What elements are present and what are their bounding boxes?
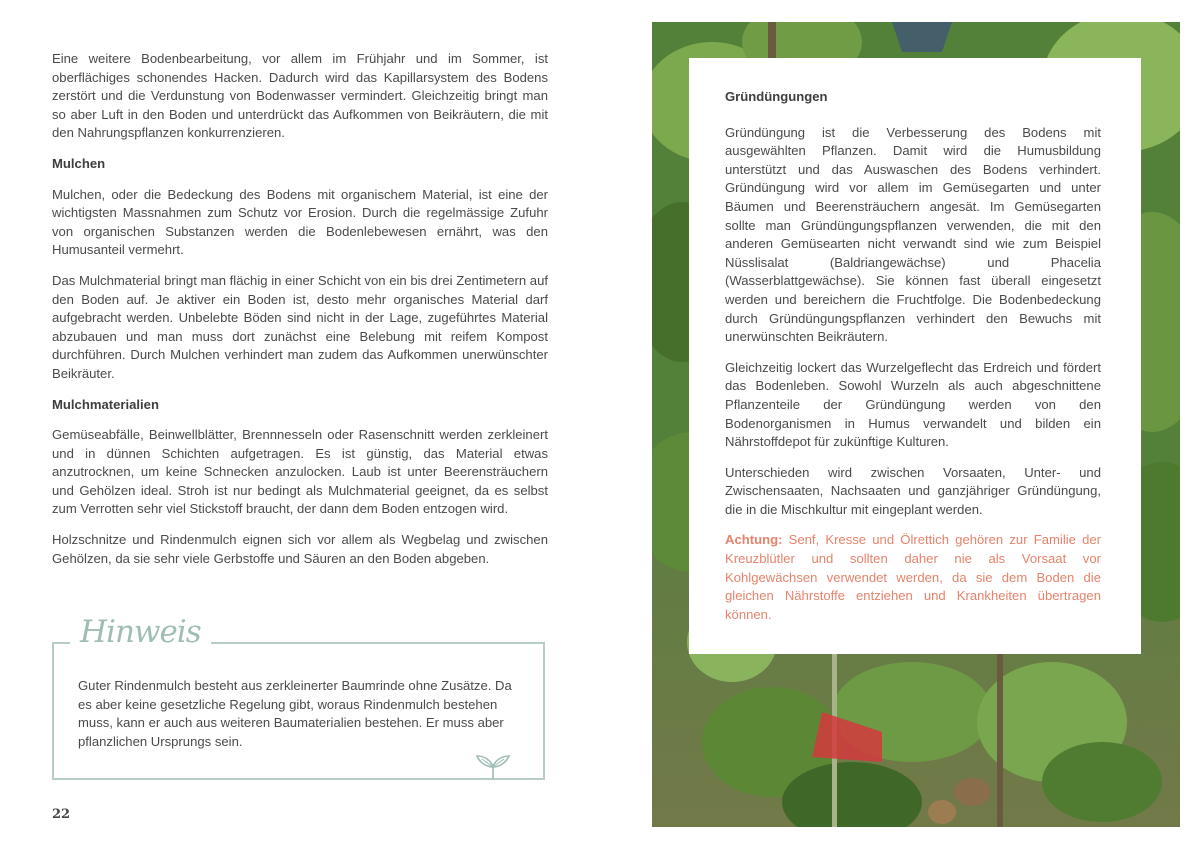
hint-text: Guter Rindenmulch besteht aus zerkleinerter Baumrinde ohne Zusätze. Da es aber keine gesetzliche Regelung gibt, woraus Rindenmulch bestehen muss, kann er auch aus weiteren Baumaterialien bestehen. Er muss aber pflanzlichen Ursprungs sein. bbox=[78, 678, 512, 749]
intro-paragraph: Eine weitere Bodenbearbeitung, vor allem im Frühjahr und im Sommer, ist oberflächiges schonendes Hacken. Dadurch wird das Kapillarsystem des Bodens zerstört und die Verdunstung von Bodenwasser vermindert. Gleichzeitig bringt man so aber Luft in den Boden und unterdrückt das Aufkommen von Beikräutern, die mit den Nahrungspflanzen konkurrenzieren. bbox=[52, 51, 548, 141]
card-paragraph-3: Unterschieden wird zwischen Vorsaaten, Unter- und Zwischensaaten, Nachsaaten und ganzjähriger Gründüngung, die in die Mischkultur mit eingeplant werden. bbox=[725, 464, 1101, 517]
sprout-icon bbox=[473, 752, 513, 780]
mulchen-paragraph-1: Mulchen, oder die Bedeckung des Bodens mit organischem Material, ist eine der wichtigsten Massnahmen zum Schutz vor Erosion. Durch die regelmässige Zufuhr von organischen Substanzen werden die Bodenlebewesen ernährt, was den Humusanteil vermehrt. bbox=[52, 186, 548, 258]
warning-text: Senf, Kresse und Ölrettich gehören zur Familie der Kreuzblütler und sollten daher nie als Vorsaat vor Kohlgewächsen verwendet werden, da sie dem Boden die gleichen Nährstoffe entziehen und Krankheiten übertragen können. bbox=[725, 532, 1101, 622]
left-page bbox=[52, 50, 548, 580]
materialien-paragraph-1: Gemüseabfälle, Beinwellblätter, Brennnesseln oder Rasenschnitt werden zerkleinert und in dünnen Schichten aufgetragen. Es ist günstig, das Material etwas anzutrocknen, um keine Schnecken anzulocken. Laub ist unter Beerensträuchern und Gehölzen ideal. Stroh ist nur bedingt als Mulchmaterial geeignet, da es selbst zum Verrotten sehr viel Stickstoff braucht, der dann dem Boden entzogen wird. bbox=[52, 427, 548, 517]
mulchen-heading: Mulchen bbox=[52, 155, 106, 171]
card-heading: Gründüngungen bbox=[725, 89, 828, 104]
card-paragraph-1: Gründüngung ist die Verbesserung des Bodens mit ausgewählten Pflanzen. Damit wird die Humusbildung unterstützt und das Auswaschen des Bodens verhindert. Gründüngung wird vor allem im Gemüsegarten und unter Bäumen und Beerensträuchern angesät. Im Gemüsegarten sollte man Gründüngungspflanzen verwenden, die mit den anderen Gemüsearten nicht verwandt sind wie zum Beispiel Nüsslisalat (Baldriangewächse) und Phacelia (Wasserblattgewächse). Sie können fast überall eingesetzt werden und bereichern die Fruchtfolge. Die Bodenbedeckung durch Gründüngungspflanzen verhindert den Bewuchs mit unerwünschten Beikräutern. bbox=[725, 124, 1101, 345]
materialien-paragraph-2: Holzschnitze und Rindenmulch eignen sich vor allem als Wegbelag und zwischen Gehölzen, da sie sehr viele Gerbstoffe und Säuren an den Boden abgeben. bbox=[52, 532, 548, 566]
mulchen-paragraph-2: Das Mulchmaterial bringt man flächig in einer Schicht von ein bis drei Zentimetern auf den Boden auf. Je aktiver ein Boden ist, desto mehr organisches Material darf aufgebracht werden. Unbelebte Böden sind nicht in der Lage, zugeführtes Material abzubauen und man muss dort zunächst eine Belebung mit reifem Kompost durchführen. Durch Mulchen verhindert man zudem das Aufkommen unerwünschter Beikräuter. bbox=[52, 272, 548, 381]
mulchmaterialien-heading: Mulchmaterialien bbox=[52, 396, 159, 412]
card-warning bbox=[725, 531, 1101, 624]
card-paragraph-2: Gleichzeitig lockert das Wurzelgeflecht das Erdreich und fördert das Bodenleben. Sowohl Wurzeln als auch abgeschnittene Pflanzenteile der Gründüngung werden von den Bodenorganismen in Humus verwandelt und bilden ein Nährstoffdepot für zukünftige Kulturen. bbox=[725, 359, 1101, 450]
info-card bbox=[689, 58, 1141, 654]
hint-title: Hinweis bbox=[70, 614, 211, 650]
warning-label: Achtung: bbox=[725, 532, 783, 548]
page-number: 22 bbox=[52, 807, 71, 822]
